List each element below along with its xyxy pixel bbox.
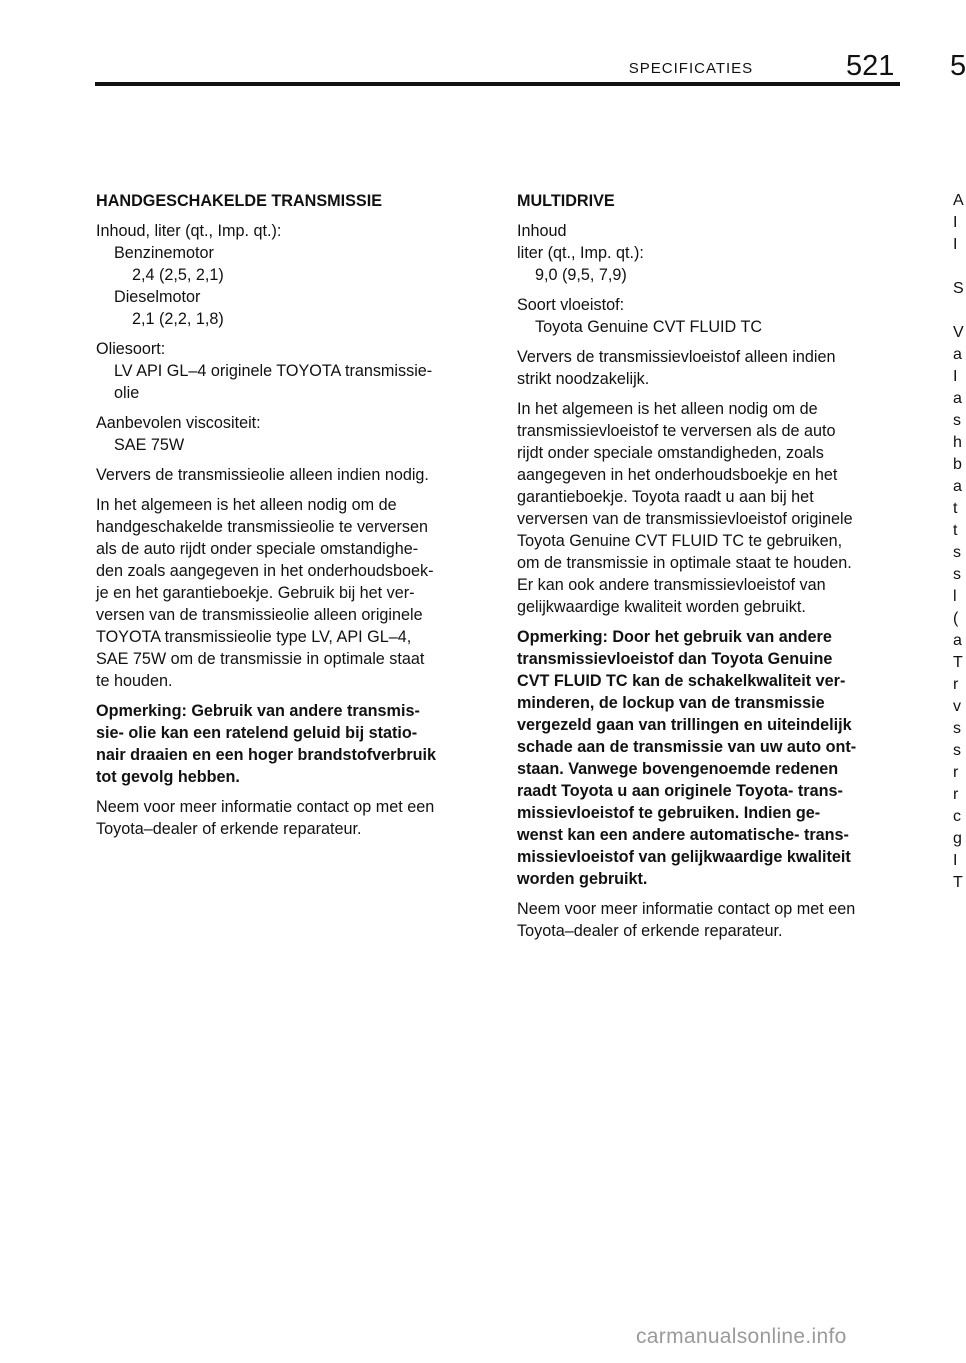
edge-char: l — [953, 588, 957, 605]
remark-line: raadt Toyota u aan originele Toyota- trans- — [517, 782, 843, 800]
remark-line: schade aan de transmissie van uw auto ont- — [517, 738, 857, 756]
viscosity-label: Aanbevolen viscositeit: — [96, 414, 261, 432]
paragraph-line: te houden. — [96, 672, 173, 690]
remark-line: Opmerking: Door het gebruik van andere — [517, 628, 832, 646]
edge-char: s — [953, 720, 961, 737]
remark-line: minderen, de lockup van de transmissie — [517, 694, 825, 712]
paragraph-line: In het algemeen is het alleen nodig om de — [96, 496, 397, 514]
petrol-engine-label: Benzinemotor — [114, 244, 214, 262]
paragraph-line: gelijkwaardige kwaliteit worden gebruikt. — [517, 598, 806, 616]
paragraph-line: aangegeven in het onderhoudsboekje en het — [517, 466, 838, 484]
viscosity-value: SAE 75W — [114, 436, 185, 454]
contact-line: Toyota–dealer of erkende reparateur. — [517, 922, 783, 940]
edge-char: s — [953, 566, 961, 583]
oil-type-value: olie — [114, 384, 140, 402]
edge-char: ( — [953, 610, 959, 627]
capacity-unit-label: liter (qt., Imp. qt.): — [517, 244, 644, 262]
manual-contact-note — [96, 796, 488, 840]
remark-line: sie- olie kan een ratelend geluid bij statio- — [96, 724, 418, 742]
edge-char: T — [953, 874, 963, 891]
multidrive-paragraph — [517, 398, 912, 618]
edge-char: V — [953, 324, 964, 341]
change-note-line: Ververs de transmissievloeistof alleen indien — [517, 348, 836, 366]
remark-line: nair draaien en een hoger brandstofverbruik — [96, 746, 437, 764]
multidrive-capacity-block — [517, 220, 912, 286]
left-column — [96, 190, 488, 848]
paragraph-line: verversen van de transmissievloeistof originele — [517, 510, 853, 528]
oil-type-label: Oliesoort: — [96, 340, 166, 358]
edge-char: t — [953, 522, 958, 539]
change-note: Ververs de transmissieolie alleen indien nodig. — [96, 466, 429, 484]
diesel-capacity-value: 2,1 (2,2, 1,8) — [132, 310, 224, 328]
remark-line: transmissievloeistof dan Toyota Genuine — [517, 650, 833, 668]
edge-char: r — [953, 676, 959, 693]
paragraph-line: handgeschakelde transmissieolie te verversen — [96, 518, 429, 536]
diesel-engine-label: Dieselmotor — [114, 288, 201, 306]
edge-char: r — [953, 786, 959, 803]
paragraph-line: Toyota Genuine CVT FLUID TC te gebruiken, — [517, 532, 843, 550]
edge-char: I — [953, 214, 958, 231]
petrol-capacity-value: 2,4 (2,5, 2,1) — [132, 266, 224, 284]
site-watermark: carmanualsonline.info — [636, 1325, 847, 1348]
next-page-edge-number: 5 — [950, 50, 966, 82]
oil-type-block — [96, 338, 488, 404]
running-header-title: SPECIFICATIES — [628, 60, 754, 77]
edge-char: b — [953, 456, 962, 473]
multidrive-heading: MULTIDRIVE — [517, 192, 615, 210]
edge-char: h — [953, 434, 962, 451]
edge-char: t — [953, 500, 958, 517]
paragraph-line: Er kan ook andere transmissievloeistof van — [517, 576, 826, 594]
edge-char: I — [953, 852, 958, 869]
paragraph-line: je en het garantieboekje. Gebruik bij het ver- — [96, 584, 415, 602]
contact-line: Neem voor meer informatie contact op met een — [96, 798, 435, 816]
edge-char: v — [953, 698, 961, 715]
change-note — [517, 346, 912, 390]
manual-capacity-block — [96, 220, 488, 330]
header-rule — [95, 82, 900, 86]
remark-line: staan. Vanwege bovengenoemde redenen — [517, 760, 839, 778]
edge-char: a — [953, 390, 962, 407]
paragraph-line: den zoals aangegeven in het onderhoudsboek- — [96, 562, 434, 580]
edge-char: s — [953, 742, 961, 759]
page-number: 521 — [846, 50, 895, 82]
edge-char: S — [953, 280, 964, 297]
edge-char: A — [953, 192, 964, 209]
multidrive-contact-note — [517, 898, 912, 942]
contact-line: Neem voor meer informatie contact op met een — [517, 900, 856, 918]
remark-line: missievloeistof van gelijkwaardige kwaliteit — [517, 848, 851, 866]
edge-char: s — [953, 544, 961, 561]
paragraph-line: TOYOTA transmissieolie type LV, API GL–4, — [96, 628, 412, 646]
fluid-type-block — [517, 294, 912, 338]
edge-char: a — [953, 632, 962, 649]
remark-line: Opmerking: Gebruik van andere transmis- — [96, 702, 420, 720]
edge-char: c — [953, 808, 961, 825]
remark-line: wenst kan een andere automatische- trans- — [517, 826, 849, 844]
viscosity-block — [96, 412, 488, 456]
paragraph-line: rijdt onder speciale omstandigheden, zoals — [517, 444, 824, 462]
manual-paragraph — [96, 494, 488, 692]
edge-char: r — [953, 764, 959, 781]
paragraph-line: SAE 75W om de transmissie in optimale staat — [96, 650, 425, 668]
edge-char: g — [953, 830, 962, 847]
edge-char: I — [953, 236, 958, 253]
remark-line: CVT FLUID TC kan de schakelkwaliteit ver- — [517, 672, 846, 690]
oil-type-value: LV API GL–4 originele TOYOTA transmissie- — [114, 362, 433, 380]
multidrive-remark — [517, 626, 912, 890]
manual-transmission-heading: HANDGESCHAKELDE TRANSMISSIE — [96, 192, 383, 210]
fluid-type-value: Toyota Genuine CVT FLUID TC — [535, 318, 763, 336]
edge-char: a — [953, 478, 962, 495]
edge-char: I — [953, 368, 958, 385]
remark-line: vergezeld gaan van trillingen en uiteindelijk — [517, 716, 852, 734]
manual-remark — [96, 700, 488, 788]
paragraph-line: als de auto rijdt onder speciale omstandighe- — [96, 540, 419, 558]
paragraph-line: versen van de transmissieolie alleen originele — [96, 606, 423, 624]
remark-line: tot gevolg hebben. — [96, 768, 240, 786]
edge-char — [953, 300, 965, 322]
paragraph-line: In het algemeen is het alleen nodig om de — [517, 400, 818, 418]
multidrive-capacity-value: 9,0 (9,5, 7,9) — [535, 266, 627, 284]
paragraph-line: om de transmissie in optimale staat te houden. — [517, 554, 852, 572]
remark-line: missievloeistof te gebruiken. Indien ge- — [517, 804, 821, 822]
paragraph-line: transmissievloeistof te verversen als de auto — [517, 422, 836, 440]
remark-line: worden gebruikt. — [517, 870, 648, 888]
contact-line: Toyota–dealer of erkende reparateur. — [96, 820, 362, 838]
cropped-next-column — [953, 190, 965, 894]
fluid-type-label: Soort vloeistof: — [517, 296, 625, 314]
paragraph-line: garantieboekje. Toyota raadt u aan bij het — [517, 488, 814, 506]
change-note-line: strikt noodzakelijk. — [517, 370, 650, 388]
edge-char: a — [953, 346, 962, 363]
capacity-label: Inhoud — [517, 222, 567, 240]
edge-char — [953, 256, 965, 278]
right-column — [517, 190, 912, 950]
edge-char: s — [953, 412, 961, 429]
edge-char: T — [953, 654, 963, 671]
capacity-label: Inhoud, liter (qt., Imp. qt.): — [96, 222, 282, 240]
